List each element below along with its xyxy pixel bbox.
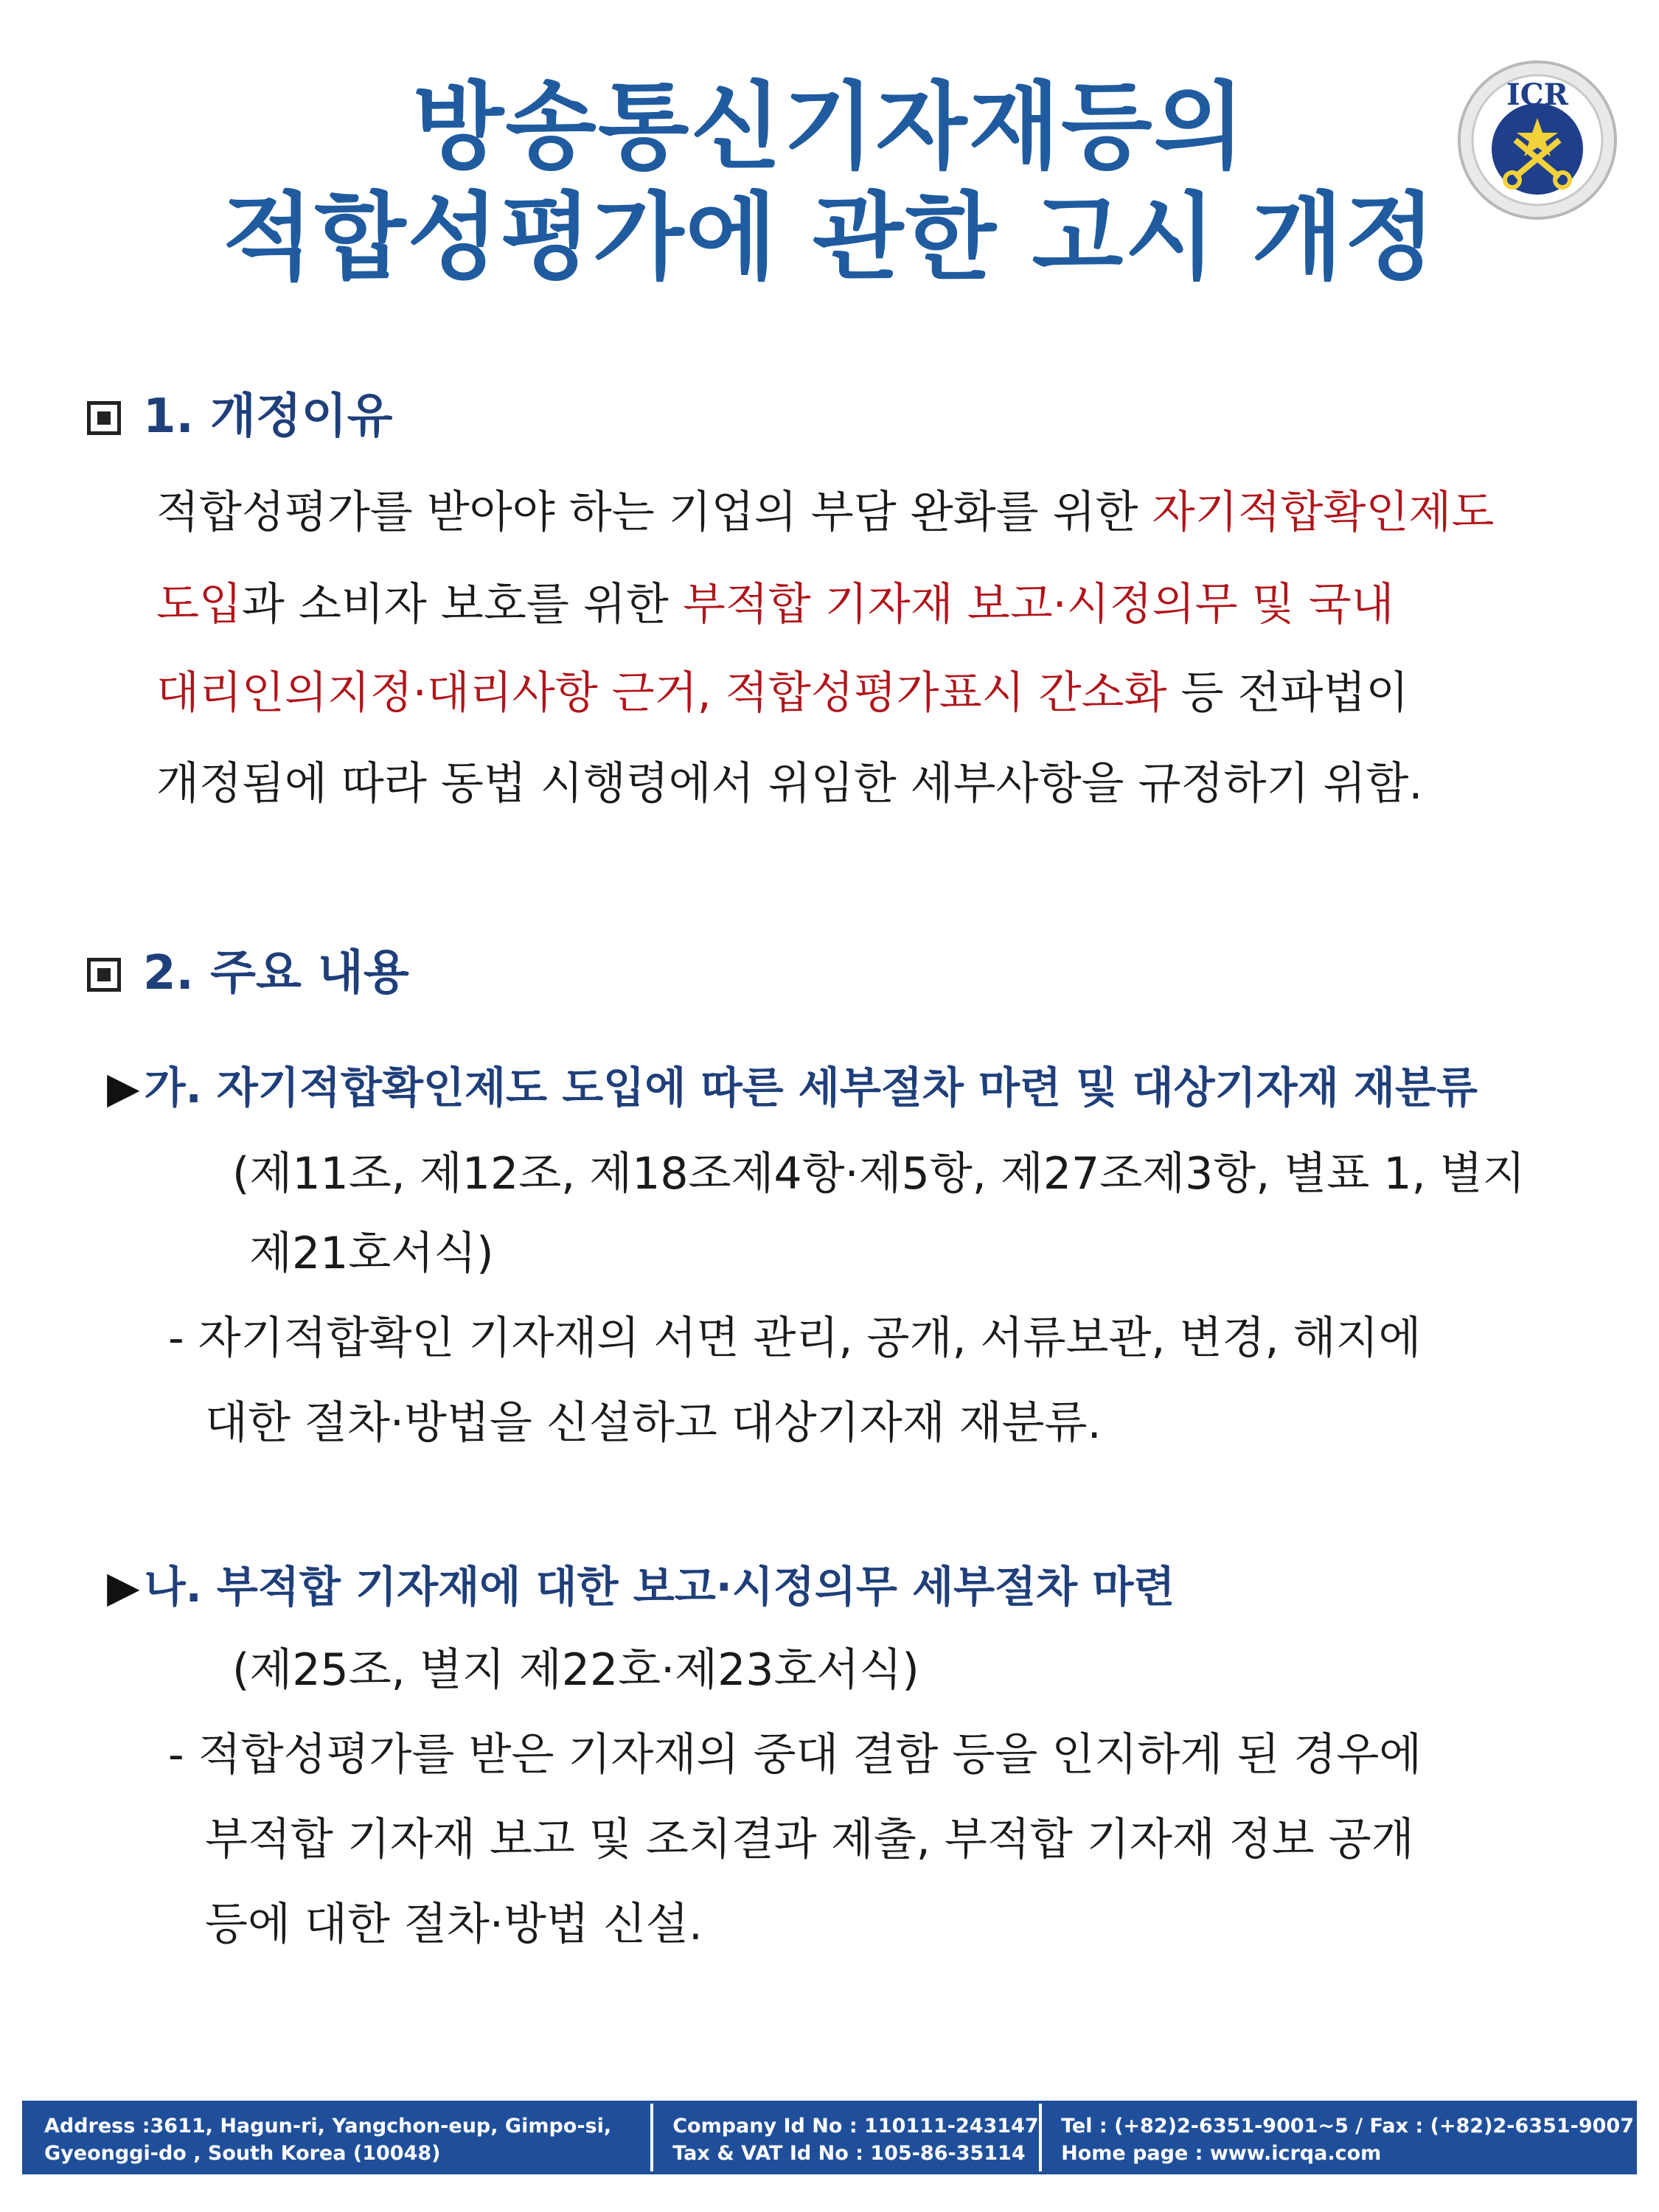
triangle-bullet-icon: ▶: [107, 1562, 140, 1612]
item-a-desc-line1: - 자기적합확인 기자재의 서면 관리, 공개, 서류보관, 변경, 해지에: [168, 1312, 1422, 1364]
footer-company: [650, 2104, 1039, 2171]
highlight-text: 대리인의지정·대리사항 근거, 적합성평가표시 간소화: [156, 667, 1167, 719]
text-segment: 등 전파법이: [1166, 667, 1409, 719]
footer-tax-id: Tax & VAT Id No : 105-86-35114: [672, 2142, 1026, 2165]
item-b-ref-line1: (제25조, 별지 제22호·제23호서식): [232, 1644, 919, 1696]
section1-paragraph-line2: [156, 575, 1394, 634]
footer-address: [25, 2104, 650, 2171]
section2-heading-text: 2. 주요 내용: [143, 946, 409, 1001]
icr-logo-icon: [1456, 59, 1618, 221]
logo-text: ICR: [1506, 77, 1568, 112]
footer-bar: [22, 2101, 1637, 2174]
square-bullet-icon: [87, 401, 121, 435]
item-a-title-text: 가. 자기적합확인제도 도입에 따른 세부절차 마련 및 대상기자재 재분류: [144, 1062, 1478, 1113]
footer-address-line2: Gyeonggi-do , South Korea (10048): [44, 2142, 441, 2165]
item-b-desc-line3: 등에 대한 절차·방법 신설.: [205, 1899, 703, 1950]
footer-tel: Tel : (+82)2-6351-9001~5 / Fax : (+82)2-6351-9007: [1061, 2115, 1634, 2138]
footer-contact: [1039, 2104, 1634, 2171]
highlight-text: 자기적합확인제도: [1152, 487, 1495, 538]
section1-heading-text: 1. 개정이유: [143, 389, 393, 444]
item-a-title: [107, 1058, 1478, 1117]
section1-paragraph-line4: 개정됨에 따라 동법 시행령에서 위임한 세부사항을 규정하기 위함.: [156, 758, 1423, 810]
footer-homepage-link[interactable]: Home page : www.icrqa.com: [1061, 2142, 1382, 2165]
section1-paragraph-line1: [156, 483, 1494, 542]
section1-heading: [87, 387, 392, 446]
highlight-text: 도입: [156, 579, 242, 630]
text-segment: 적합성평가를 받아야 하는 기업의 부담 완화를 위한: [156, 487, 1152, 538]
square-bullet-icon: [87, 958, 121, 992]
footer-address-line1: Address :3611, Hagun-ri, Yangchon-eup, Gimpo-si,: [44, 2115, 612, 2138]
footer-company-id: Company Id No : 110111-243147: [672, 2115, 1039, 2138]
item-b-desc-line1: - 적합성평가를 받은 기자재의 중대 결함 등을 인지하게 된 경우에: [168, 1729, 1422, 1781]
section2-heading: [87, 944, 409, 1003]
text-segment: 과 소비자 보호를 위한: [241, 579, 683, 630]
item-b-title: [107, 1557, 1175, 1616]
item-a-ref-line2: 제21호서식): [249, 1228, 494, 1279]
item-a-desc-line2: 대한 절차·방법을 신설하고 대상기자재 재분류.: [205, 1397, 1102, 1449]
item-b-title-text: 나. 부적합 기자재에 대한 보고·시정의무 세부절차 마련: [144, 1562, 1175, 1612]
triangle-bullet-icon: ▶: [107, 1062, 140, 1113]
item-b-desc-line2: 부적합 기자재 보고 및 조치결과 제출, 부적합 기자재 정보 공개: [205, 1814, 1414, 1865]
item-a-ref-line1: (제11조, 제12조, 제18조제4항·제5항, 제27조제3항, 별표 1, 별지: [232, 1148, 1526, 1200]
page-title-line1: 방송통신기자재등의: [412, 72, 1247, 182]
page-title-line2: 적합성평가에 관한 고시 개정: [222, 183, 1437, 293]
highlight-text: 부적합 기자재 보고·시정의무 및 국내: [682, 579, 1394, 630]
section1-paragraph-line3: [156, 664, 1408, 723]
